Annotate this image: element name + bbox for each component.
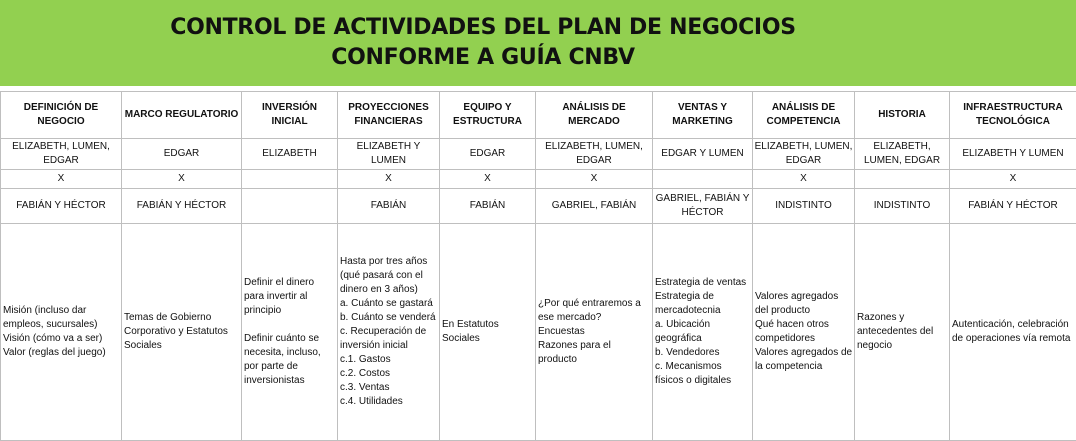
mark-cell[interactable]: X bbox=[338, 170, 440, 189]
description-cell[interactable]: Temas de Gobierno Corporativo y Estatutos Sociales bbox=[122, 224, 242, 441]
description-cell[interactable]: Autenticación, celebración de operaciones vía remota bbox=[950, 224, 1076, 441]
title-line-1: CONTROL DE ACTIVIDADES DEL PLAN DE NEGOCIOS bbox=[170, 15, 796, 40]
assignees-cell[interactable]: ELIZABETH Y LUMEN bbox=[338, 139, 440, 170]
assignees-cell[interactable]: ELIZABETH, LUMEN, EDGAR bbox=[753, 139, 855, 170]
header-cell[interactable]: DEFINICIÓN DE NEGOCIO bbox=[1, 92, 122, 139]
header-cell[interactable]: ANÁLISIS DE COMPETENCIA bbox=[753, 92, 855, 139]
header-cell[interactable]: HISTORIA bbox=[855, 92, 950, 139]
responsible-cell[interactable]: GABRIEL, FABIÁN bbox=[536, 189, 653, 224]
responsible-row bbox=[1, 189, 1076, 224]
assignees-cell[interactable]: ELIZABETH bbox=[242, 139, 338, 170]
activities-table bbox=[0, 91, 1076, 441]
responsible-cell[interactable]: INDISTINTO bbox=[855, 189, 950, 224]
description-cell[interactable]: Definir el dinero para invertir al principio Definir cuánto se necesita, incluso, por parte de inversionistas bbox=[242, 224, 338, 441]
mark-cell[interactable] bbox=[653, 170, 753, 189]
description-row bbox=[1, 224, 1076, 441]
responsible-cell[interactable]: INDISTINTO bbox=[753, 189, 855, 224]
assignees-cell[interactable]: ELIZABETH, LUMEN, EDGAR bbox=[536, 139, 653, 170]
description-cell[interactable]: En Estatutos Sociales bbox=[440, 224, 536, 441]
marks-row bbox=[1, 170, 1076, 189]
header-cell[interactable]: MARCO REGULATORIO bbox=[122, 92, 242, 139]
assignees-cell[interactable]: ELIZABETH, LUMEN, EDGAR bbox=[855, 139, 950, 170]
assignees-cell[interactable]: ELIZABETH, LUMEN, EDGAR bbox=[1, 139, 122, 170]
header-cell[interactable]: INVERSIÓN INICIAL bbox=[242, 92, 338, 139]
mark-cell[interactable]: X bbox=[1, 170, 122, 189]
title-band bbox=[0, 0, 1076, 86]
responsible-cell[interactable]: GABRIEL, FABIÁN Y HÉCTOR bbox=[653, 189, 753, 224]
responsible-cell[interactable]: FABIÁN Y HÉCTOR bbox=[950, 189, 1076, 224]
header-cell[interactable]: VENTAS Y MARKETING bbox=[653, 92, 753, 139]
mark-cell[interactable]: X bbox=[122, 170, 242, 189]
mark-cell[interactable]: X bbox=[440, 170, 536, 189]
description-cell[interactable]: Estrategia de ventas Estrategia de mercadotecnia a. Ubicación geográfica b. Vendedores c. Mecanismos físicos o digitales bbox=[653, 224, 753, 441]
description-cell[interactable]: Hasta por tres años (qué pasará con el dinero en 3 años) a. Cuánto se gastará b. Cuánto se venderá c. Recuperación de inversión inicial c.1. Gastos c.2. Costos c.3. Ventas c.4. Utilidades bbox=[338, 224, 440, 441]
assignees-cell[interactable]: EDGAR Y LUMEN bbox=[653, 139, 753, 170]
title-line-2: CONFORME A GUÍA CNBV bbox=[331, 45, 635, 70]
mark-cell[interactable]: X bbox=[753, 170, 855, 189]
header-cell[interactable]: PROYECCIONES FINANCIERAS bbox=[338, 92, 440, 139]
header-cell[interactable]: ANÁLISIS DE MERCADO bbox=[536, 92, 653, 139]
mark-cell[interactable] bbox=[242, 170, 338, 189]
responsible-cell[interactable]: FABIÁN bbox=[338, 189, 440, 224]
header-row bbox=[1, 92, 1076, 139]
responsible-cell[interactable]: FABIÁN Y HÉCTOR bbox=[1, 189, 122, 224]
description-cell[interactable]: Valores agregados del producto Qué hacen otros competidores Valores agregados de la competencia bbox=[753, 224, 855, 441]
mark-cell[interactable] bbox=[855, 170, 950, 189]
description-cell[interactable]: ¿Por qué entraremos a ese mercado? Encuestas Razones para el producto bbox=[536, 224, 653, 441]
mark-cell[interactable]: X bbox=[536, 170, 653, 189]
description-cell[interactable]: Razones y antecedentes del negocio bbox=[855, 224, 950, 441]
responsible-cell[interactable] bbox=[242, 189, 338, 224]
assignees-cell[interactable]: EDGAR bbox=[122, 139, 242, 170]
header-cell[interactable]: INFRAESTRUCTURA TECNOLÓGICA bbox=[950, 92, 1076, 139]
assignees-cell[interactable]: EDGAR bbox=[440, 139, 536, 170]
responsible-cell[interactable]: FABIÁN bbox=[440, 189, 536, 224]
responsible-cell[interactable]: FABIÁN Y HÉCTOR bbox=[122, 189, 242, 224]
assignees-row bbox=[1, 139, 1076, 170]
description-cell[interactable]: Misión (incluso dar empleos, sucursales) Visión (cómo va a ser) Valor (reglas del juego) bbox=[1, 224, 122, 441]
header-cell[interactable]: EQUIPO Y ESTRUCTURA bbox=[440, 92, 536, 139]
mark-cell[interactable]: X bbox=[950, 170, 1076, 189]
assignees-cell[interactable]: ELIZABETH Y LUMEN bbox=[950, 139, 1076, 170]
